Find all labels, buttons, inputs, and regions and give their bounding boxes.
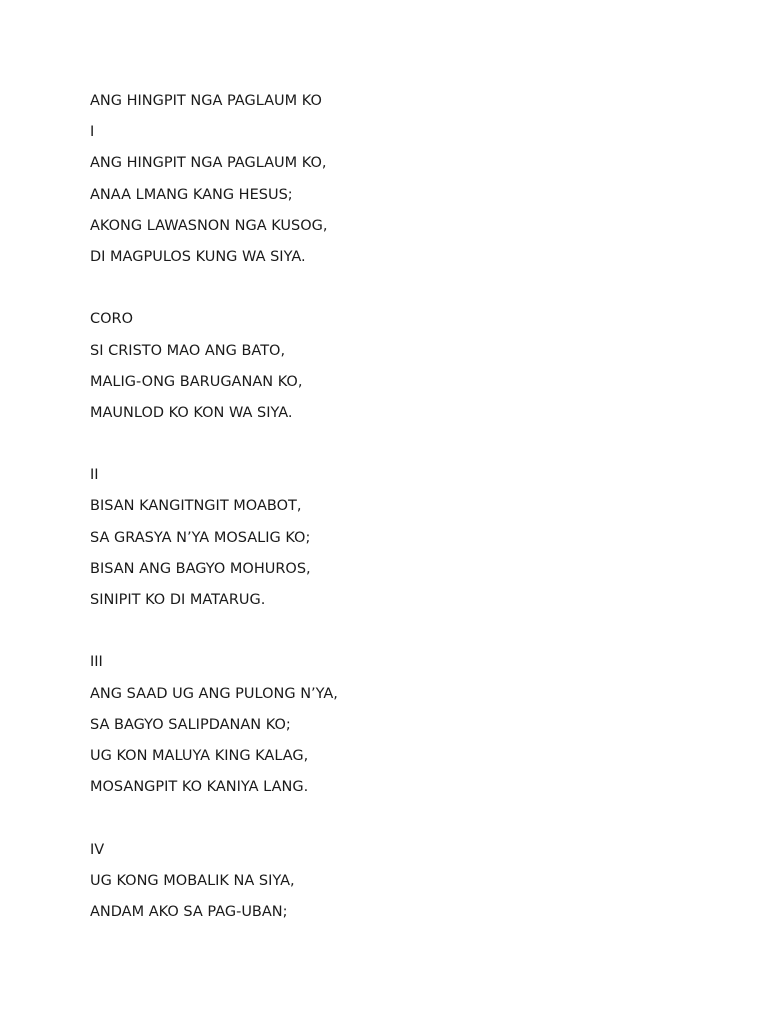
lyric-line: MAUNLOD KO KON WA SIYA. <box>90 404 293 421</box>
lyric-line: II <box>90 467 99 484</box>
lyric-line: UG KONG MOBALIK NA SIYA, <box>90 872 295 889</box>
stanza-gap <box>90 620 338 651</box>
lyric-line: SA GRASYA N’YA MOSALIG KO; <box>90 529 311 546</box>
lyric-line: ANG SAAD UG ANG PULONG N’YA, <box>90 685 338 702</box>
lyric-line: ANG HINGPIT NGA PAGLAUM KO, <box>90 155 327 172</box>
lyric-line: MALIG-ONG BARUGANAN KO, <box>90 373 303 390</box>
lyric-line: SINIPIT KO DI MATARUG. <box>90 592 266 608</box>
stanza-gap <box>90 277 338 308</box>
lyric-line: CORO <box>90 311 134 328</box>
lyric-line: SA BAGYO SALIPDANAN KO; <box>90 716 291 733</box>
lyric-line: UG KON MALUYA KING KALAG, <box>90 747 309 764</box>
lyric-line: BISAN KANGITNGIT MOABOT, <box>90 498 302 515</box>
lyric-line: BISAN ANG BAGYO MOHUROS, <box>90 560 311 577</box>
lyric-line: I <box>90 124 95 141</box>
stanza-gap <box>90 433 338 464</box>
lyric-line: DI MAGPULOS KUNG WA SIYA. <box>90 248 306 265</box>
stanza-gap <box>90 807 338 838</box>
lyric-line: ANAA LMANG KANG HESUS; <box>90 186 293 203</box>
lyric-line: ANDAM AKO SA PAG-UBAN; <box>90 903 288 920</box>
lyric-line: IV <box>90 841 105 858</box>
lyric-line: ANG HINGPIT NGA PAGLAUM KO <box>90 93 322 109</box>
lyric-line: MOSANGPIT KO KANIYA LANG. <box>90 779 309 796</box>
song-lyrics <box>90 90 338 932</box>
lyric-line: AKONG LAWASNON NGA KUSOG, <box>90 217 328 234</box>
lyric-line: SI CRISTO MAO ANG BATO, <box>90 342 286 359</box>
lyric-line: III <box>90 654 103 671</box>
